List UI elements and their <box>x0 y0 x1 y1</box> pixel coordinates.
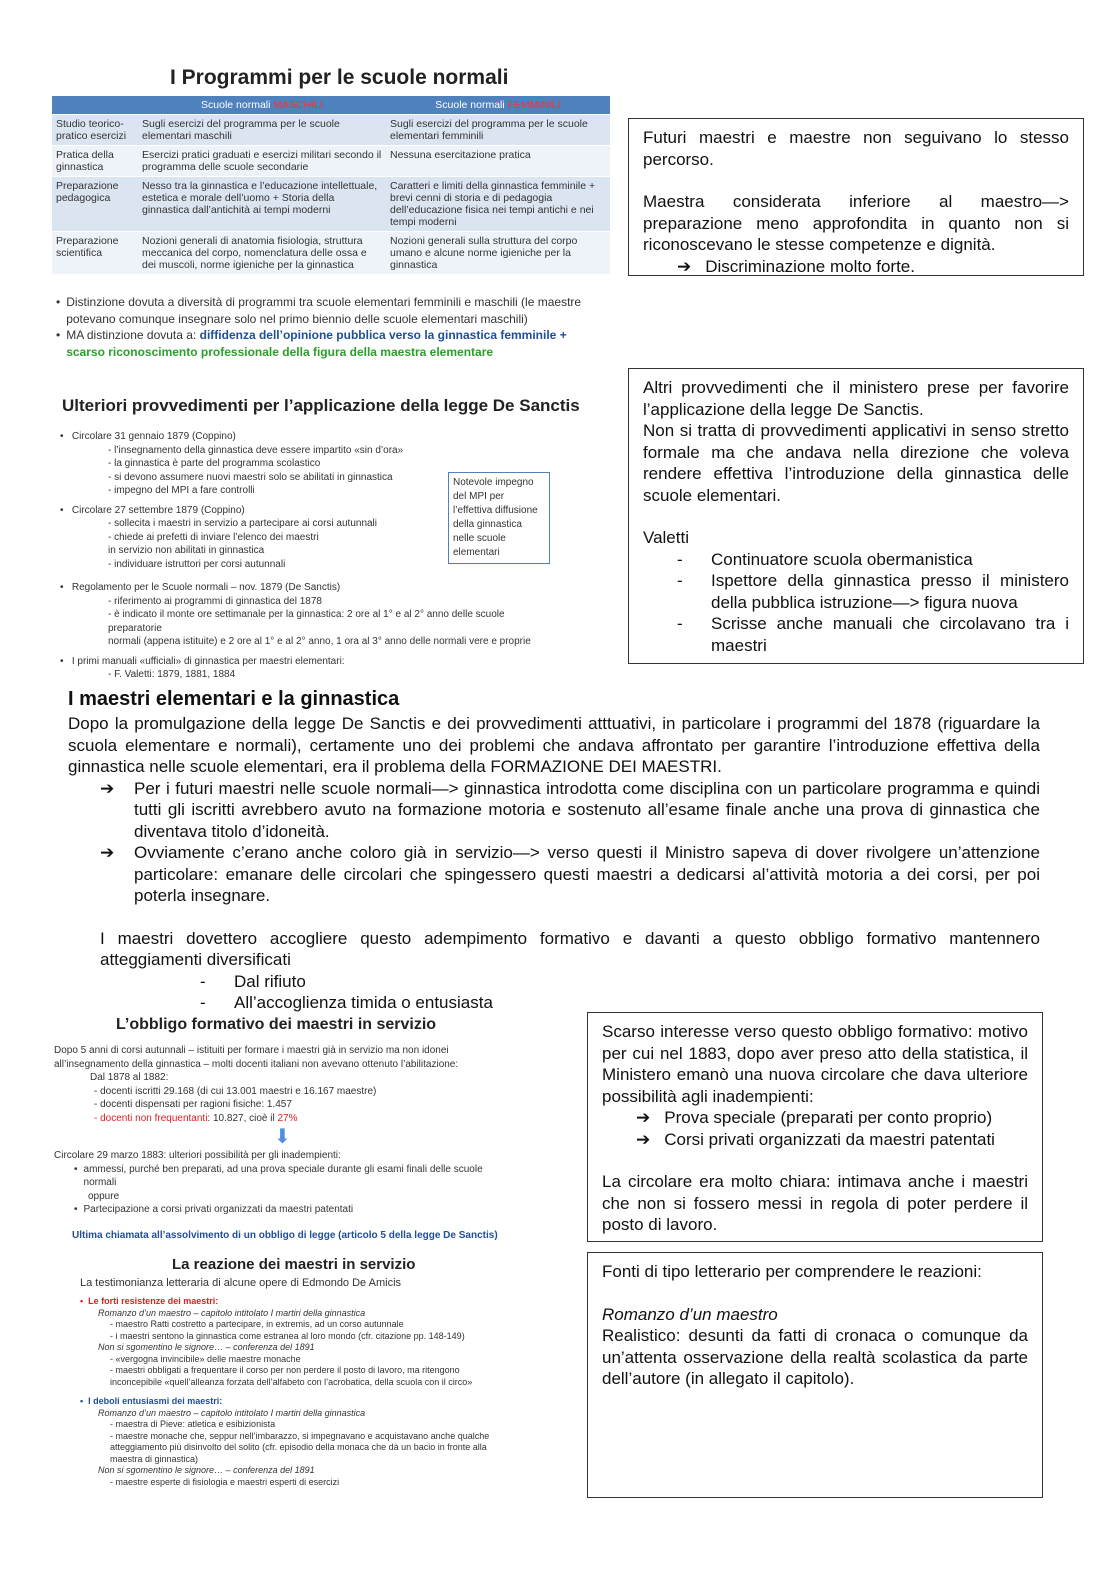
table-row <box>52 146 610 177</box>
cell-maschili: Nesso tra la ginnastica e l’educazione intellettuale, estetica e morale dell’uomo + Storia della ginnastica dall’antichità ai tempi moderni <box>138 177 386 232</box>
list-item: - Continuatore scuola obermanistica <box>677 549 973 569</box>
row-label: Pratica della ginnastica <box>52 146 138 177</box>
slide2-content: • Circolare 31 gennaio 1879 (Coppino) - l’insegnamento della ginnastica deve essere impartito «sin d’ora» - la ginnastica è parte del programma scolastico - si devono assumere nuovi maestri solo se abilitati in ginnastica - impegno del MPI a fare controlli • Circolare 27 settembre 1879 (Coppino) - sollecita i maestri in servizio a partecipare ai corsi autunnali - chiede ai prefetti di inviare l’elenco dei maestri in servizio non abilitati in ginnastica - individuare istruttori per corsi autunnali • Regolamento per le Scuole normali – nov. 1879 (De Sanctis) - riferimento ai programmi di ginnastica del 1878 - è indicato il monte ore settimanale per la ginnastica: 2 ore al 1° e al 2° anno delle scuole preparatorie normali (appena istituite) e 2 ore al 1° e al 2° anno, 1 ora al 3° anno delle normali vere e proprie • I primi manuali «ufficiali» di ginnastica per maestri elementari: - F. Valetti: 1879, 1881, 1884 <box>60 430 550 682</box>
list-item: - Ispettore della ginnastica presso il ministero della pubblica istruzione—> figura nuova <box>677 571 1069 612</box>
slide2-note: Notevole impegno del MPI per l’effettiva diffusione della ginnastica nelle scuole elementari <box>448 472 550 564</box>
slide3-title: L’obbligo formativo dei maestri in servizio <box>116 1016 437 1033</box>
list-item: ➔ Per i futuri maestri nelle scuole normali—> ginnastica introdotta come disciplina con un particolare programma e quindi tutti gli iscritti avrebbero avuto na formazione motoria e sostenuto all’esame finale anche una prova di ginnastica che diventava titolo d’idoneità. <box>68 778 1040 843</box>
list-item: • Regolamento per le Scuole normali – nov. 1879 (De Sanctis) <box>60 582 341 593</box>
list-item: ➔ Ovviamente c’erano anche coloro già in servizio—> verso questi il Ministro sapeva di dover rivolgere un’attenzione particolare: emanare delle circolari che spingessero questi maestri a dedicarsi al’attività motoria a dei corsi, per poi poterla insegnare. <box>68 842 1040 907</box>
notes-box-1: Futuri maestri e maestre non seguivano lo stesso percorso. Maestra considerata inferiore al maestro—> preparazione meno approfondita in quanto non si riconoscevano le stesse competenze e dignità. ➔ Discriminazione molto forte. <box>628 118 1084 276</box>
list-item: - Dal rifiuto <box>200 971 306 991</box>
list-item: • ammessi, purché ben preparati, ad una prova speciale durante gli esami finali delle scuole normali <box>74 1163 483 1188</box>
row-label: Studio teorico-pratico esercizi <box>52 115 138 146</box>
cell-femminili: Sugli esercizi del programma per le scuole elementari femminili <box>386 115 610 146</box>
slide3-content: Dopo 5 anni di corsi autunnali – istituiti per formare i maestri già in servizio ma non idonei all’insegnamento della ginnastica – molti docenti italiani non avevano ottenuto l’abilitazione: Dal 1878 al 1882: - docenti iscritti 29.168 (di cui 13.001 maestri e 16.167 maestre) - docenti dispensati per ragioni fisiche: 1.457 - docenti non frequentanti: 10.827, cioè il 27% ⬇ Circolare 29 marzo 1883: ulteriori possibilità per gli inadempienti: • ammessi, purché ben preparati, ad una prova speciale durante gli esami finali delle scuole normali oppure • Partecipazione a corsi privati organizzati da maestri patentati Ultima chiamata all’assolvimento di un obbligo di legge (articolo 5 della legge De Sanctis) <box>54 1044 514 1242</box>
arrow-icon: ➔ <box>100 843 115 862</box>
list-item: ➔ Prova speciale (preparati per conto proprio) <box>636 1108 993 1127</box>
table-row <box>52 177 610 232</box>
row-label: Preparazione pedagogica <box>52 177 138 232</box>
list-item: • Circolare 27 settembre 1879 (Coppino) <box>60 504 245 516</box>
table-corner <box>52 96 138 115</box>
arrow-icon: ➔ <box>636 1108 651 1127</box>
section-body: Dopo la promulgazione della legge De Sanctis e dei provvedimenti atttuativi, in particolare i programmi del 1878 (riguardare la scuola elementare e normali), certamente uno dei problemi che andava affrontato per garantire l’introduzione effettiva della ginnastica nelle scuole elementari, era il problema della FORMAZIONE DEI MAESTRI. ➔ Per i futuri maestri nelle scuole normali—> ginnastica introdotta come disciplina con un particolare programma e quindi tutti gli iscritti avrebbero avuto na formazione motoria e sostenuto all’esame finale anche una prova di ginnastica che diventava titolo d’idoneità. ➔ Ovviamente c’erano anche coloro già in servizio—> verso questi il Ministro sapeva di dover rivolgere un’attenzione particolare: emanare delle circolari che spingessero questi maestri a dedicarsi al’attività motoria a dei corsi, per poi poterla insegnare. I maestri dovettero accogliere questo adempimento formativo e davanti a questo obbligo formativo mantennero atteggiamenti diversificati - Dal rifiuto - All’accoglienza timida o entusiasta <box>68 714 1040 1012</box>
notes-box-4: Fonti di tipo letterario per comprendere le reazioni: Romanzo d’un maestro Realistico: desunti da fatti di cronaca o comunque da un’attenta osservazione della realtà scolastica da parte dell’autore (in allegato il capitolo). <box>587 1252 1043 1498</box>
list-item: - Scrisse anche manuali che circolavano tra i maestri <box>677 614 1069 655</box>
notes-box-3: Scarso interesse verso questo obbligo formativo: motivo per cui nel 1883, dopo aver preso atto della statistica, il Ministero emanò una nuova circolare che dava ulteriore possibilità agli inadempienti: ➔ Prova speciale (preparati per conto proprio) ➔ Corsi privati organizzati da maestri patentati La circolare era molto chiara: intimava anche i maestri che non si fossero messi in regola di poter perdere il posto di lavoro. <box>587 1012 1043 1242</box>
list-item: • I primi manuali «ufficiali» di ginnastica per maestri elementari: <box>60 655 345 667</box>
cell-maschili: Sugli esercizi del programma per le scuole elementari maschili <box>138 115 386 146</box>
arrow-icon: ➔ <box>677 256 692 276</box>
list-item: • Partecipazione a corsi privati organizzati da maestri patentati <box>74 1204 354 1215</box>
table-row <box>52 232 610 275</box>
arrow-icon: ➔ <box>636 1129 651 1149</box>
list-item: ➔ Corsi privati organizzati da maestri patentati <box>636 1129 995 1149</box>
slide1-title: I Programmi per le scuole normali <box>170 66 509 89</box>
slide4-content: • Le forti resistenze dei maestri: Romanzo d’un maestro – capitolo intitolato I martiri della ginnastica - maestro Ratti costretto a partecipare, in extremis, ad un corso autunnale - i maestri sentono la ginnastica come estranea al loro mondo (cfr. citazione pp. 148-149) Non si sgomentino le signore… – conferenza del 1891 - «vergogna invincibile» delle maestre monache - maestri obbligati a frequentare il corso per non perdere il posto di lavoro, ma ritengono inconcepibile «quell’alleanza forzata dell’alfabeto con l’acrobatica, della scuola con il circo» • I deboli entusiasmi dei maestri: Romanzo d’un maestro – capitolo intitolato I martiri della ginnastica - maestra di Pieve: atletica e esibizionista - maestre monache che, seppur nell’imbarazzo, si impegnavano e acquistavano anche qualche atteggiamento più disinvolto del solito (cfr. episodio della monaca che dà un bacio in fronte alla maestra di ginnastica) Non si sgomentino le signore… – conferenza del 1891 - maestre esperte di fisiologia e maestri esperti di esercizi <box>80 1296 520 1488</box>
notes-box-2: Altri provvedimenti che il ministero prese per favorire l’applicazione della legge De Sanctis. Non si tratta di provvedimenti applicativi in senso stretto formale ma che andava nella direzione che voleva rendere effettiva l’introduzione della ginnastica delle scuole elementari. Valetti - Continuatore scuola obermanistica - Ispettore della ginnastica presso il ministero della pubblica istruzione—> figura nuova - Scrisse anche manuali che circolavano tra i maestri <box>628 368 1084 664</box>
list-item: ➔ Discriminazione molto forte. <box>677 256 915 276</box>
list-item: • Le forti resistenze dei maestri: <box>80 1296 219 1306</box>
list-item: • Distinzione dovuta a diversità di programmi tra scuole elementari femminili e maschili (le maestre potevano comunque insegnare solo nel primo biennio delle scuole elementari maschili) <box>56 295 582 326</box>
cell-femminili: Nessuna esercitazione pratica <box>386 146 610 177</box>
row-label: Preparazione scientifica <box>52 232 138 275</box>
list-item: • I deboli entusiasmi dei maestri: <box>80 1396 223 1406</box>
cell-femminili: Caratteri e limiti della ginnastica femminile + brevi cenni di storia e di pedagogia dell’educazione fisica nei tempi antichi e nei tempi moderni <box>386 177 610 232</box>
list-item: • MA distinzione dovuta a: diffidenza dell’opinione pubblica verso la ginnastica femminile + scarso riconoscimento professionale della figura della maestra elementare <box>56 328 567 359</box>
cell-maschili: Esercizi pratici graduati e esercizi militari secondo il programma delle scuole secondarie <box>138 146 386 177</box>
cell-maschili: Nozioni generali di anatomia fisiologia, struttura meccanica del corpo, nomenclatura delle ossa e dei muscoli, norme igieniche per la ginnastica <box>138 232 386 275</box>
col-header-maschili: Scuole normali MASCHILI <box>138 96 386 115</box>
col-header-femminili: Scuole normali FEMMINILI <box>386 96 610 115</box>
table-row <box>52 115 610 146</box>
program-table <box>52 96 610 275</box>
slide2-title: Ulteriori provvedimenti per l’applicazione della legge De Sanctis <box>62 396 580 415</box>
section-heading: I maestri elementari e la ginnastica <box>68 688 400 710</box>
slide4-title: La reazione dei maestri in servizio <box>172 1256 416 1273</box>
list-item: - All’accoglienza timida o entusiasta <box>200 993 493 1012</box>
slide4-subtitle: La testimonianza letteraria di alcune opere di Edmondo De Amicis <box>80 1277 402 1289</box>
cell-femminili: Nozioni generali sulla struttura del corpo umano e alcune norme igieniche per la ginnastica <box>386 232 610 275</box>
arrow-icon: ➔ <box>100 778 115 798</box>
slide1-bullets <box>56 294 606 360</box>
list-item: • Circolare 31 gennaio 1879 (Coppino) <box>60 431 236 442</box>
down-arrow-icon: ⬇ <box>274 1126 291 1148</box>
